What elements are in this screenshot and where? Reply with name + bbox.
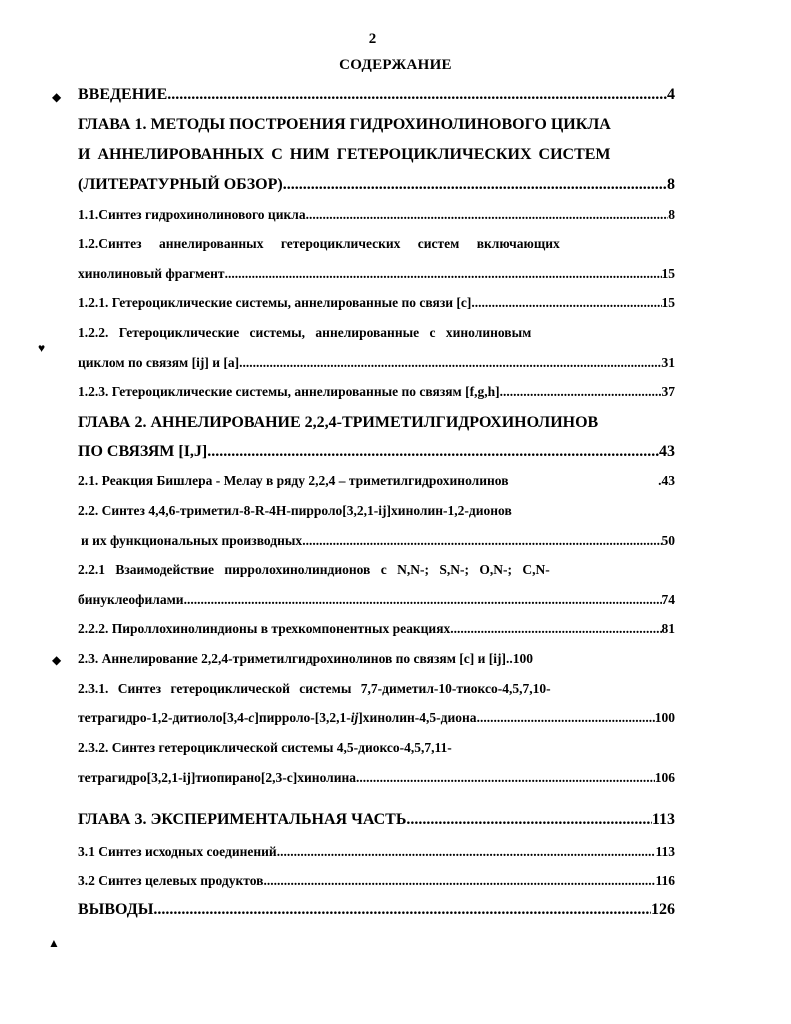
- toc-entry-1-2-line1[interactable]: 1.2.Синтез аннелированных гетероциклических систем включающих: [78, 236, 560, 251]
- scan-mark-3: ◆: [52, 653, 62, 667]
- toc-entry-1-2-2-line2[interactable]: циклом по связям [ij] и [a] ..... 31: [78, 355, 675, 371]
- toc-entry-ch3[interactable]: ГЛАВА 3. ЭКСПЕРИМЕНТАЛЬНАЯ ЧАСТЬ ..... 113: [78, 811, 675, 829]
- toc-entry-1-2-line2[interactable]: хинолиновый фрагмент ..... 15: [78, 266, 675, 282]
- scan-mark-1: ◆: [52, 90, 62, 104]
- toc-entry-3-1[interactable]: 3.1 Синтез исходных соединений ..... 113: [78, 844, 675, 860]
- toc-entry-2-2-1-line1[interactable]: 2.2.1 Взаимодействие пирролохинолиндионов с N,N-; S,N-; O,N-; C,N-: [78, 562, 550, 577]
- toc-entry-ch2-line1[interactable]: ГЛАВА 2. АННЕЛИРОВАНИЕ 2,2,4-ТРИМЕТИЛГИДРОХИНОЛИНОВ: [78, 414, 599, 431]
- toc-entry-2-2-1-line2[interactable]: бинуклеофилами ..... 74: [78, 592, 675, 608]
- toc-entry-2-2-line1[interactable]: 2.2. Синтез 4,4,6-триметил-8-R-4Н-пирроло[3,2,1-ij]хинолин-1,2-дионов: [78, 503, 512, 518]
- toc-entry-2-3-1-line2[interactable]: тетрагидро-1,2-дитиоло[3,4-c]пирроло-[3,2,1-ij]хинолин-4,5-диона ..... 100: [78, 710, 675, 726]
- scan-mark-2: ♥: [38, 341, 46, 355]
- toc-entry-2-2-2[interactable]: 2.2.2. Пироллохинолиндионы в трехкомпонентных реакциях ..... 81: [78, 621, 675, 637]
- toc-entry-ch1-line1[interactable]: ГЛАВА 1. МЕТОДЫ ПОСТРОЕНИЯ ГИДРОХИНОЛИНОВОГО ЦИКЛА: [78, 116, 611, 133]
- toc-entry-1-1[interactable]: 1.1.Синтез гидрохинолинового цикла ..... 8: [78, 207, 675, 223]
- toc-entry-2-2-line2[interactable]: и их функциональных производных ..... 50: [78, 533, 675, 549]
- toc-entry-2-1[interactable]: 2.1. Реакция Бишлера - Мелау в ряду 2,2,4 – триметилгидрохинолинов .43: [78, 473, 675, 488]
- toc-entry-ch1-line3[interactable]: (ЛИТЕРАТУРНЫЙ ОБЗОР) ..... 8: [78, 176, 675, 194]
- toc-entry-2-3[interactable]: 2.3. Аннелирование 2,2,4-триметилгидрохинолинов по связям [с] и [ij]..100: [78, 651, 534, 666]
- toc-entry-2-3-2-line2[interactable]: тетрагидро[3,2,1-ij]тиопирано[2,3-c]хинолина ..... 106: [78, 770, 675, 786]
- toc-entry-intro[interactable]: ВВЕДЕНИЕ ..... 4: [78, 86, 675, 104]
- toc-entry-2-3-2-line1[interactable]: 2.3.2. Синтез гетероциклической системы 4,5-диоксо-4,5,7,11-: [78, 740, 452, 755]
- scan-mark-4: ▲: [48, 936, 60, 950]
- page-title: СОДЕРЖАНИЕ: [339, 57, 452, 73]
- toc-entry-1-2-3[interactable]: 1.2.3. Гетероциклические системы, аннелированные по связям [f,g,h] ..... 37: [78, 384, 675, 400]
- toc-entry-conclusions[interactable]: ВЫВОДЫ ..... 126: [78, 901, 675, 919]
- toc-entry-ch1-line2[interactable]: И АННЕЛИРОВАННЫХ С НИМ ГЕТЕРОЦИКЛИЧЕСКИХ СИСТЕМ: [78, 146, 611, 163]
- toc-entry-1-2-2-line1[interactable]: 1.2.2. Гетероциклические системы, аннелированные с хинолиновым: [78, 325, 532, 340]
- toc-entry-1-2-1[interactable]: 1.2.1. Гетероциклические системы, аннелированные по связи [c] ..... 15: [78, 295, 675, 311]
- toc-entry-ch2-line2[interactable]: ПО СВЯЗЯМ [I,J] ..... 43: [78, 443, 675, 461]
- page-number: 2: [368, 31, 377, 47]
- toc-entry-3-2[interactable]: 3.2 Синтез целевых продуктов ..... 116: [78, 873, 675, 889]
- toc-entry-2-3-1-line1[interactable]: 2.3.1. Синтез гетероциклической системы 7,7-диметил-10-тиоксо-4,5,7,10-: [78, 681, 551, 696]
